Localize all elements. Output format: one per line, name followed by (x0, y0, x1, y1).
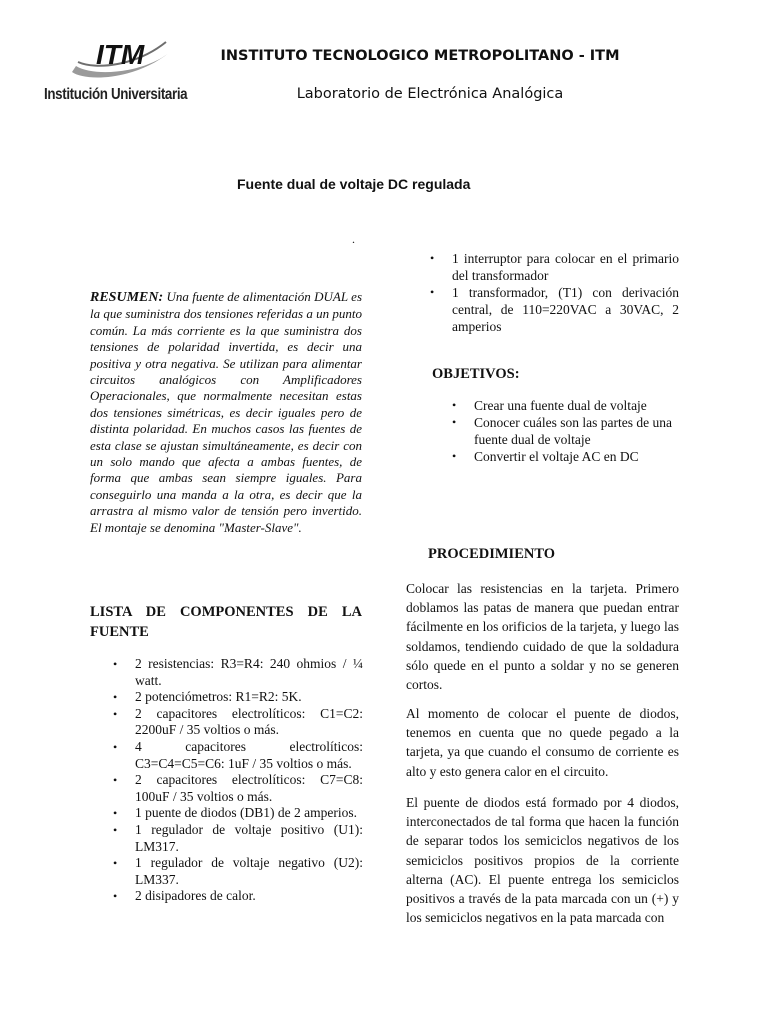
list-item-text: 1 interruptor para colocar en el primario del transformador (452, 251, 679, 283)
list-item (113, 855, 363, 888)
list-item-text: 2 potenciómetros: R1=R2: 5K. (135, 689, 302, 705)
procedure-paragraph-3: El puente de diodos está formado por 4 diodos, interconectados de tal forma que hacen la función de separar todos los semiciclos negativos de los semiciclos positivos propios de la corriente alterna (AC). El puente entrega los semiciclos positivos a través de la pata marcada con un (+) y los semiciclos negativos en la pata marcada con (406, 795, 679, 926)
procedure-paragraph-1: Colocar las resistencias en la tarjeta. Primero doblamos las patas de manera que puedan entrar fácilmente en los orificios de la tarjeta, y luego las soldamos, tendiendo cuidado de que la soldadura sólo quede en el punto a soldar y no se generen cortos. (406, 581, 679, 693)
components-list-continued (430, 250, 679, 335)
components-heading-line1: LISTA DE COMPONENTES DE LA (90, 604, 362, 620)
bullet: • (113, 856, 118, 871)
list-item (113, 772, 363, 805)
bullet: • (113, 706, 118, 721)
bullet: • (113, 889, 118, 904)
resumen-paragraph (90, 289, 362, 536)
list-item (113, 738, 363, 772)
list-item-text: 2 disipadores de calor. (135, 888, 256, 904)
list-item-text: 1 regulador de voltaje negativo (U2): LM337. (135, 855, 363, 887)
list-item-text: Conocer cuáles son las partes de una fuente dual de voltaje (474, 415, 672, 447)
list-item-text: 1 regulador de voltaje positivo (U1): LM317. (135, 821, 363, 854)
list-item (452, 448, 680, 465)
objectives-list (452, 397, 680, 465)
list-item-text: Convertir el voltaje AC en DC (474, 449, 639, 464)
list-item (113, 656, 363, 689)
logo-subtitle: Institución Universitaria (44, 86, 188, 103)
list-item (113, 888, 363, 905)
components-heading (90, 602, 362, 642)
lab-title: Laboratorio de Electrónica Analógica (296, 86, 564, 102)
list-item-text: 2 resistencias: R3=R4: 240 ohmios / ¼ watt. (135, 656, 363, 688)
bullet: • (452, 398, 457, 412)
bullet: • (430, 251, 435, 265)
list-item (113, 805, 363, 822)
list-item-text: Crear una fuente dual de voltaje (474, 398, 647, 413)
bullet: • (113, 806, 118, 821)
list-item (113, 705, 363, 739)
itm-logo (44, 32, 188, 112)
bullet: • (430, 285, 435, 299)
bullet: • (113, 657, 118, 671)
list-item-text: 1 puente de diodos (DB1) de 2 amperios. (135, 805, 357, 821)
list-item (113, 821, 363, 855)
institution-title: INSTITUTO TECNOLOGICO METROPOLITANO - ITM (220, 48, 620, 64)
list-item-text: 4 capacitores electrolíticos: C3=C4=C5=C6: 1uF / 35 voltios o más. (135, 738, 363, 771)
list-item-text: 1 transformador, (T1) con derivación central, de 110=220VAC a 30VAC, 2 amperios (452, 285, 679, 334)
bullet: • (113, 739, 118, 754)
document-title: Fuente dual de voltaje DC regulada (237, 176, 471, 192)
list-item (430, 250, 679, 284)
list-item (452, 397, 680, 414)
bullet: • (452, 415, 457, 429)
bullet: • (113, 690, 118, 705)
procedure-heading: PROCEDIMIENTO (428, 546, 556, 562)
components-list (113, 656, 363, 905)
resumen-label: RESUMEN: (90, 290, 164, 305)
list-item-text: 2 capacitores electrolíticos: C7=C8: 100uF / 35 voltios o más. (135, 772, 363, 804)
list-item (452, 414, 680, 448)
objectives-heading: OBJETIVOS: (432, 366, 520, 382)
bullet: • (113, 822, 118, 837)
list-item-text: 2 capacitores electrolíticos: C1=C2: 2200uF / 35 voltios o más. (135, 705, 363, 738)
bullet: • (113, 773, 118, 788)
components-heading-line2: FUENTE (90, 624, 149, 640)
resumen-text: Una fuente de alimentación DUAL es la que suministra dos tensiones referidas a un punto común. La más corriente es la que suministra dos tensiones de polaridad invertida, es decir una positiva y otra negativa. Se utilizan para alimentar circuitos analógicos con Amplificadores Operacionales, que normalmente necesitan estas dos tensiones simétricas, es decir iguales pero de distinta polaridad. En muchos casos las fuentes de esta clase se ajustan simultáneamente, es decir con un solo mando que afecta a ambas fuentes, de forma que ambas sean siempre iguales. Para conseguirlo una manda a la otra, es decir que la arrastra al mismo valor de tensión pero invertido. El montaje se denomina "Master-Slave". (90, 289, 363, 535)
list-item (430, 284, 679, 335)
list-item (113, 689, 363, 706)
logo-text: ITM (96, 39, 145, 70)
bullet: • (452, 449, 457, 463)
separator-dot: . (352, 232, 355, 246)
procedure-paragraph-2: Al momento de colocar el puente de diodos, tenemos en cuenta que no quede pegado a la tarjeta, ya que cuando el consumo de corriente es alto y esto genera calor en el circuito. (406, 706, 679, 779)
itm-logo-mark (66, 32, 174, 84)
